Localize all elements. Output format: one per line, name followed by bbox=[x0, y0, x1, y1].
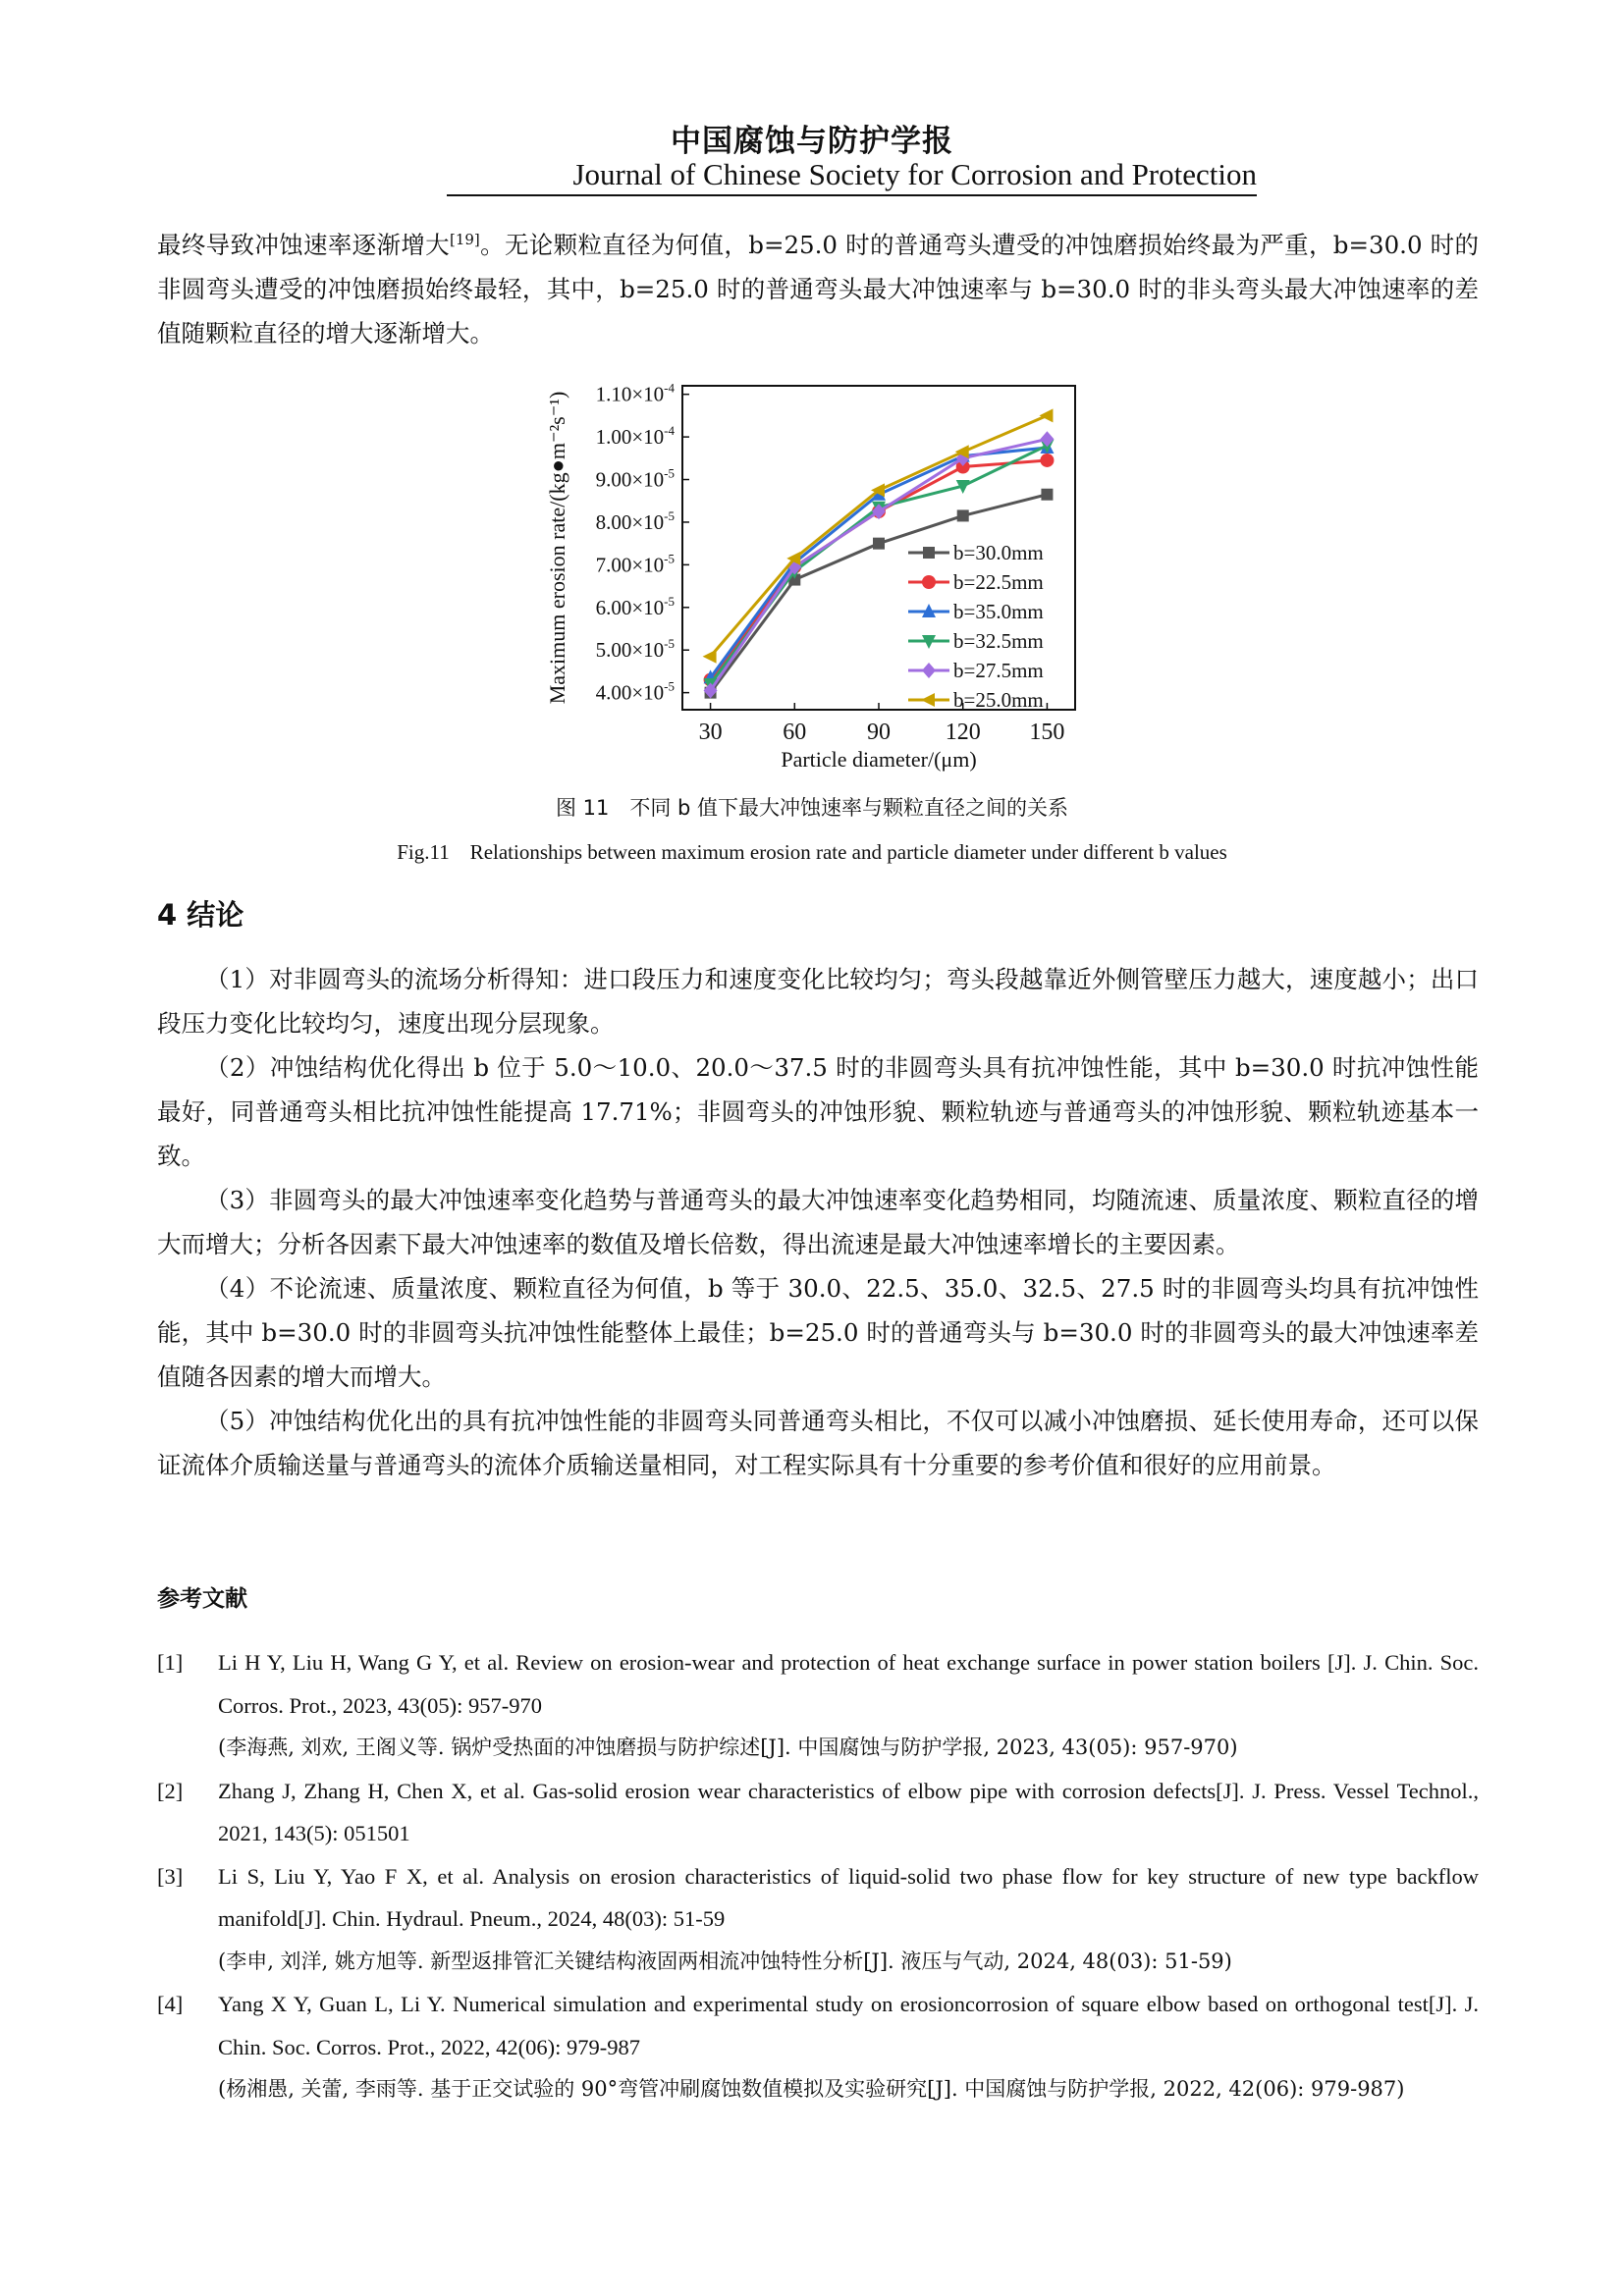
reference-item bbox=[157, 1983, 1479, 2111]
series-line bbox=[711, 439, 1048, 690]
data-point bbox=[703, 650, 717, 664]
reference-en: Li S, Liu Y, Yao F X, et al. Analysis on erosion characteristics of liquid-solid two phase flow for key structure of new type backflow manifold[J]. Chin. Hydraul. Pneum., 2024, 48(03): 51-59 bbox=[218, 1863, 1479, 1931]
reference-number: [4] bbox=[157, 1992, 184, 2016]
reference-cn: (李申, 刘洋, 姚方旭等. 新型返排管汇关键结构液固两相流冲蚀特性分析[J]. 液压与气动, 2024, 48(03): 51-59) bbox=[218, 1949, 1232, 1973]
reference-cn: (李海燕, 刘欢, 王阁义等. 锅炉受热面的冲蚀磨损与防护综述[J]. 中国腐蚀与防护学报, 2023, 43(05): 957-970) bbox=[218, 1735, 1238, 1759]
x-tick-label: 90 bbox=[867, 720, 891, 745]
journal-title-en: Journal of Chinese Society for Corrosion and Protection bbox=[447, 157, 1257, 196]
conclusions-list bbox=[157, 957, 1479, 1487]
data-point bbox=[1040, 431, 1054, 447]
reference-item bbox=[157, 1855, 1479, 1984]
y-tick-label: $1.10\times 10^{-4}$ bbox=[595, 380, 675, 406]
conclusion-item: （5）冲蚀结构优化出的具有抗冲蚀性能的非圆弯头同普通弯头相比，不仅可以减小冲蚀磨损、延长使用寿命，还可以保证流体介质输送量与普通弯头的流体介质输送量相同，对工程实际具有十分重要的参考价值和很好的应用前景。 bbox=[157, 1407, 1479, 1479]
reference-number: [2] bbox=[157, 1778, 184, 1803]
legend-marker bbox=[922, 575, 936, 589]
y-tick-label: $7.00\times 10^{-5}$ bbox=[595, 551, 675, 577]
x-tick-label: 60 bbox=[783, 720, 807, 745]
journal-title-cn: 中国腐蚀与防护学报 bbox=[671, 124, 953, 159]
reference-en: Zhang J, Zhang H, Chen X, et al. Gas-solid erosion wear characteristics of elbow pipe with corrosion defects[J]. J. Press. Vessel Technol., 2021, 143(5): 051501 bbox=[218, 1778, 1479, 1845]
legend-marker bbox=[922, 663, 936, 678]
legend-marker bbox=[921, 693, 935, 707]
x-tick-label: 150 bbox=[1029, 720, 1065, 745]
conclusion-item: （2）冲蚀结构优化得出 b 位于 5.0～10.0、20.0～37.5 时的非圆弯头具有抗冲蚀性能，其中 b=30.0 时抗冲蚀性能最好，同普通弯头相比抗冲蚀性能提高 17.71%；非圆弯头的冲蚀形貌、颗粒轨迹与普通弯头的冲蚀形貌、颗粒轨迹基本一致。 bbox=[157, 1053, 1479, 1170]
y-tick-label: $5.00\times 10^{-5}$ bbox=[595, 636, 675, 663]
x-tick-label: 30 bbox=[698, 720, 723, 745]
data-point bbox=[1040, 454, 1054, 467]
figure-caption-en: Fig.11 Relationships between maximum erosion rate and particle diameter under different b values bbox=[397, 840, 1227, 864]
legend-label: b=22.5mm bbox=[953, 570, 1044, 594]
references-title: 参考文献 bbox=[157, 1586, 247, 1612]
y-tick-label: $4.00\times 10^{-5}$ bbox=[595, 678, 675, 705]
data-point bbox=[957, 509, 969, 521]
legend-label: b=35.0mm bbox=[953, 600, 1044, 623]
y-tick-label: $8.00\times 10^{-5}$ bbox=[595, 507, 675, 534]
data-point bbox=[873, 538, 885, 550]
y-tick-label: $6.00\times 10^{-5}$ bbox=[595, 593, 675, 619]
data-point bbox=[1041, 489, 1053, 501]
reference-en: Li H Y, Liu H, Wang G Y, et al. Review on erosion-wear and protection of heat exchange surface in power station boilers [J]. J. Chin. Soc. Corros. Prot., 2023, 43(05): 957-970 bbox=[218, 1650, 1479, 1718]
y-axis-label: Maximum erosion rate/(kg●m⁻²s⁻¹) bbox=[545, 391, 569, 705]
x-tick-label: 120 bbox=[945, 720, 981, 745]
reference-item bbox=[157, 1641, 1479, 1770]
y-tick-label: $9.00\times 10^{-5}$ bbox=[595, 465, 675, 492]
legend-marker bbox=[923, 547, 935, 559]
conclusion-item: （4）不论流速、质量浓度、颗粒直径为何值，b 等于 30.0、22.5、35.0、32.5、27.5 时的非圆弯头均具有抗冲蚀性能，其中 b=30.0 时的非圆弯头抗冲蚀性能整体上最佳；b=25.0 时的普通弯头与 b=30.0 时的非圆弯头的最大冲蚀速率差值随各因素的增大而增大。 bbox=[157, 1274, 1479, 1391]
legend-label: b=32.5mm bbox=[953, 629, 1044, 653]
conclusion-item: （3）非圆弯头的最大冲蚀速率变化趋势与普通弯头的最大冲蚀速率变化趋势相同，均随流速、质量浓度、颗粒直径的增大而增大；分析各因素下最大冲蚀速率的数值及增长倍数，得出流速是最大冲蚀速率增长的主要因素。 bbox=[157, 1186, 1479, 1258]
conclusion-item: （1）对非圆弯头的流场分析得知：进口段压力和速度变化比较均匀；弯头段越靠近外侧管壁压力越大，速度越小；出口段压力变化比较均匀，速度出现分层现象。 bbox=[157, 965, 1479, 1038]
intro-text-after: 。无论颗粒直径为何值，b=25.0 时的普通弯头遭受的冲蚀磨损始终最为严重，b=30.0 时的非圆弯头遭受的冲蚀磨损始终最轻，其中，b=25.0 时的普通弯头最大冲蚀速率与 b=30.0 时的非头弯头最大冲蚀速率的差值随颗粒直径的增大逐渐增大。 bbox=[157, 231, 1479, 348]
citation-ref[interactable]: [19] bbox=[449, 231, 480, 248]
reference-en: Yang X Y, Guan L, Li Y. Numerical simulation and experimental study on erosioncorrosion of square elbow based on orthogonal test[J]. J. Chin. Soc. Corros. Prot., 2022, 42(06): 979-987 bbox=[218, 1992, 1479, 2059]
legend-label: b=27.5mm bbox=[953, 659, 1044, 682]
reference-item bbox=[157, 1770, 1479, 1855]
section-title: 4 结论 bbox=[157, 898, 244, 932]
reference-number: [3] bbox=[157, 1863, 184, 1889]
intro-paragraph bbox=[157, 218, 1479, 355]
figure-caption-cn: 图 11 不同 b 值下最大冲蚀速率与颗粒直径之间的关系 bbox=[555, 796, 1069, 820]
reference-cn: (杨湘愚, 关蕾, 李雨等. 基于正交试验的 90°弯管冲刷腐蚀数值模拟及实验研究[J]. 中国腐蚀与防护学报, 2022, 42(06): 979-987) bbox=[218, 2077, 1405, 2101]
y-tick-label: $1.00\times 10^{-4}$ bbox=[595, 423, 675, 450]
erosion-rate-chart bbox=[530, 371, 1100, 783]
figure-11 bbox=[530, 371, 1100, 783]
x-axis-label: Particle diameter/(μm) bbox=[781, 747, 977, 772]
legend-label: b=25.0mm bbox=[953, 688, 1044, 712]
reference-number: [1] bbox=[157, 1650, 184, 1675]
intro-text-before: 最终导致冲蚀速率逐渐增大 bbox=[157, 231, 450, 260]
legend-label: b=30.0mm bbox=[953, 541, 1044, 564]
data-point bbox=[1039, 408, 1053, 422]
references-list bbox=[157, 1641, 1479, 2111]
